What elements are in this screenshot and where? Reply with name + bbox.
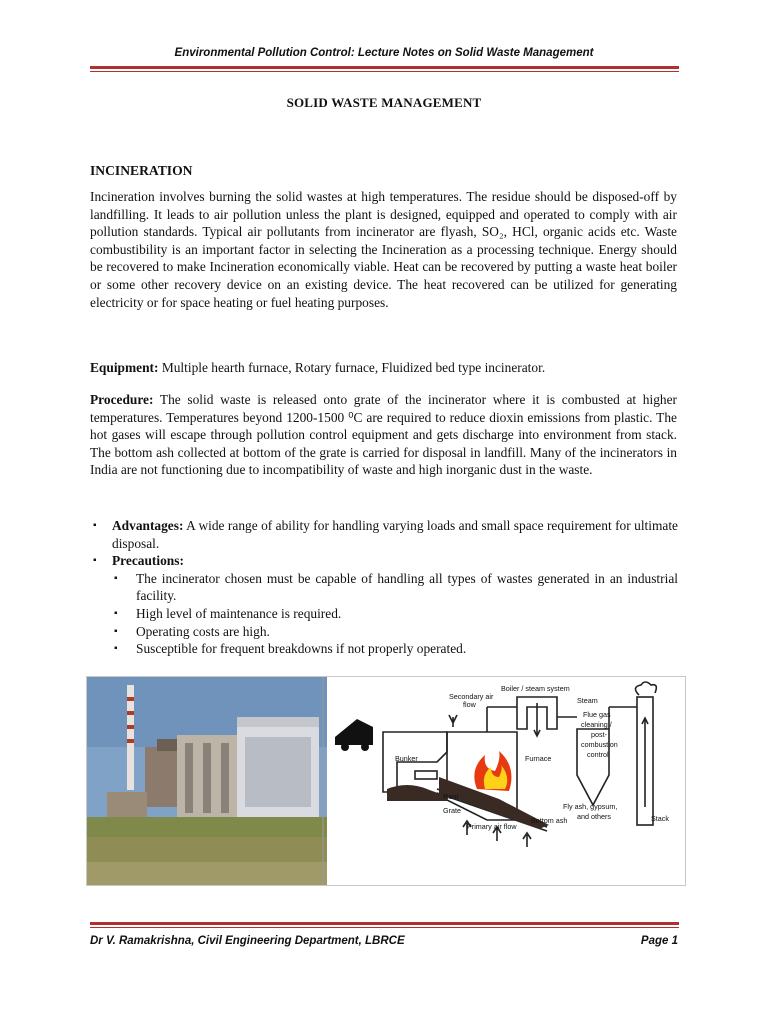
- precaution-item: [90, 640, 678, 658]
- label-furnace: Furnace: [525, 754, 552, 763]
- label-bunker: Bunker: [395, 754, 418, 763]
- header-rule-thin: [90, 71, 679, 72]
- procedure-paragraph: [90, 391, 677, 479]
- footer-rule-thin: [90, 927, 679, 928]
- label-grate: Grate: [443, 806, 461, 815]
- equipment-text: Multiple hearth furnace, Rotary furnace, Fluidized bed type incinerator.: [158, 360, 546, 375]
- label-primary-air: Primary air flow: [467, 822, 517, 831]
- section-heading: INCINERATION: [90, 163, 193, 178]
- precaution-item: [90, 623, 678, 641]
- incinerator-diagram: [383, 682, 656, 847]
- label-flyash-2: and others: [577, 812, 611, 821]
- truck-icon: [335, 719, 373, 751]
- list-item-precautions: [90, 552, 678, 570]
- label-steam: Steam: [577, 696, 598, 705]
- running-header: Environmental Pollution Control: Lecture Notes on Solid Waste Management: [174, 47, 594, 59]
- equipment-paragraph: [90, 359, 677, 377]
- waste-pile: [387, 785, 447, 801]
- label-flue-1: Flue gas: [583, 710, 611, 719]
- bullet-marker: ▪: [114, 643, 118, 655]
- label-ram: Ram: [443, 792, 459, 801]
- advantages-label: Advantages:: [112, 518, 184, 533]
- secondary-air-arrow: [449, 715, 457, 727]
- bullet-list: [90, 517, 678, 658]
- bullet-marker: ▪: [93, 520, 97, 531]
- bullet-marker: ▪: [114, 572, 118, 584]
- procedure-text: The solid waste is released onto grate of the incinerator where it is combusted at higher temperatures. Temperatures beyond 1200-1500 ⁰C are required to reduce dioxin emissions from plastic. The hot gases will escape through pollution control equipment and gets discharge into environment from stack. The bottom ash collected at bottom of the grate is carried for disposal in landfill. Many of the incinerators in India are not functioning due to incompatibility of waste and high inorganic dust in the waste.: [90, 392, 677, 478]
- document-title: SOLID WASTE MANAGEMENT: [286, 95, 482, 110]
- label-stack: Stack: [651, 814, 669, 823]
- intro-paragraph: Incineration involves burning the solid wastes at high temperatures. The residue should be disposed-off by landfilling. It leads to air pollution unless the plant is designed, equipped and operated to comply with air pollution standards. Typical air pollutants from incinerator are flyash, SO₂, HCl, organic acids etc. Waste combustibility is an important factor in selecting the Incineration as a processing technique. Energy should be recovered to make Incineration economically viable. Heat can be recovered by putting a waste heat boiler or some other recovery device on an existing device. The heat recovered can be utilized for generating electricity or for space heating or fuel heating purposes.: [90, 189, 677, 310]
- precautions-label: Precautions:: [112, 553, 184, 569]
- footer-rule: [90, 922, 679, 925]
- precaution-item: [90, 605, 678, 623]
- label-flue-3: post-: [591, 730, 607, 739]
- procedure-label: Procedure:: [90, 392, 154, 407]
- header-rule: [90, 66, 679, 69]
- label-flyash-1: Fly ash, gypsum,: [563, 802, 618, 811]
- ram-shape: [415, 771, 437, 779]
- label-flue-4: combustion: [581, 740, 618, 749]
- plant-photo: [87, 677, 327, 885]
- equipment-label: Equipment:: [90, 360, 159, 375]
- figure-svg: [87, 677, 685, 885]
- label-flue-5: control: [587, 750, 609, 759]
- footer-page-number: Page 1: [640, 935, 678, 947]
- precaution-text: Susceptible for frequent breakdowns if not properly operated.: [136, 641, 467, 657]
- bullet-marker: ▪: [114, 625, 118, 637]
- bullet-marker: ▪: [93, 555, 97, 567]
- advantages-text: A wide range of ability for handling varying loads and small space requirement for ultimate disposal.: [112, 518, 678, 551]
- label-bottom-ash: Bottom ash: [531, 816, 568, 825]
- precaution-text: Operating costs are high.: [136, 623, 270, 639]
- footer-author: Dr V. Ramakrishna, Civil Engineering Department, LBRCE: [90, 935, 405, 947]
- label-flue-2: cleaning /: [581, 720, 612, 729]
- smoke-shape: [635, 682, 656, 695]
- precaution-text: The incinerator chosen must be capable of handling all types of wastes generated in an industrial facility.: [136, 570, 678, 604]
- precaution-item: [90, 570, 678, 605]
- label-boiler: Boiler / steam system: [501, 684, 570, 693]
- bullet-marker: ▪: [114, 607, 118, 619]
- list-item-advantages: [90, 517, 678, 552]
- precaution-text: High level of maintenance is required.: [136, 605, 342, 621]
- incinerator-figure: [86, 676, 686, 886]
- label-secondary-air-2: flow: [463, 700, 476, 709]
- label-secondary-air-1: Secondary air: [449, 692, 494, 701]
